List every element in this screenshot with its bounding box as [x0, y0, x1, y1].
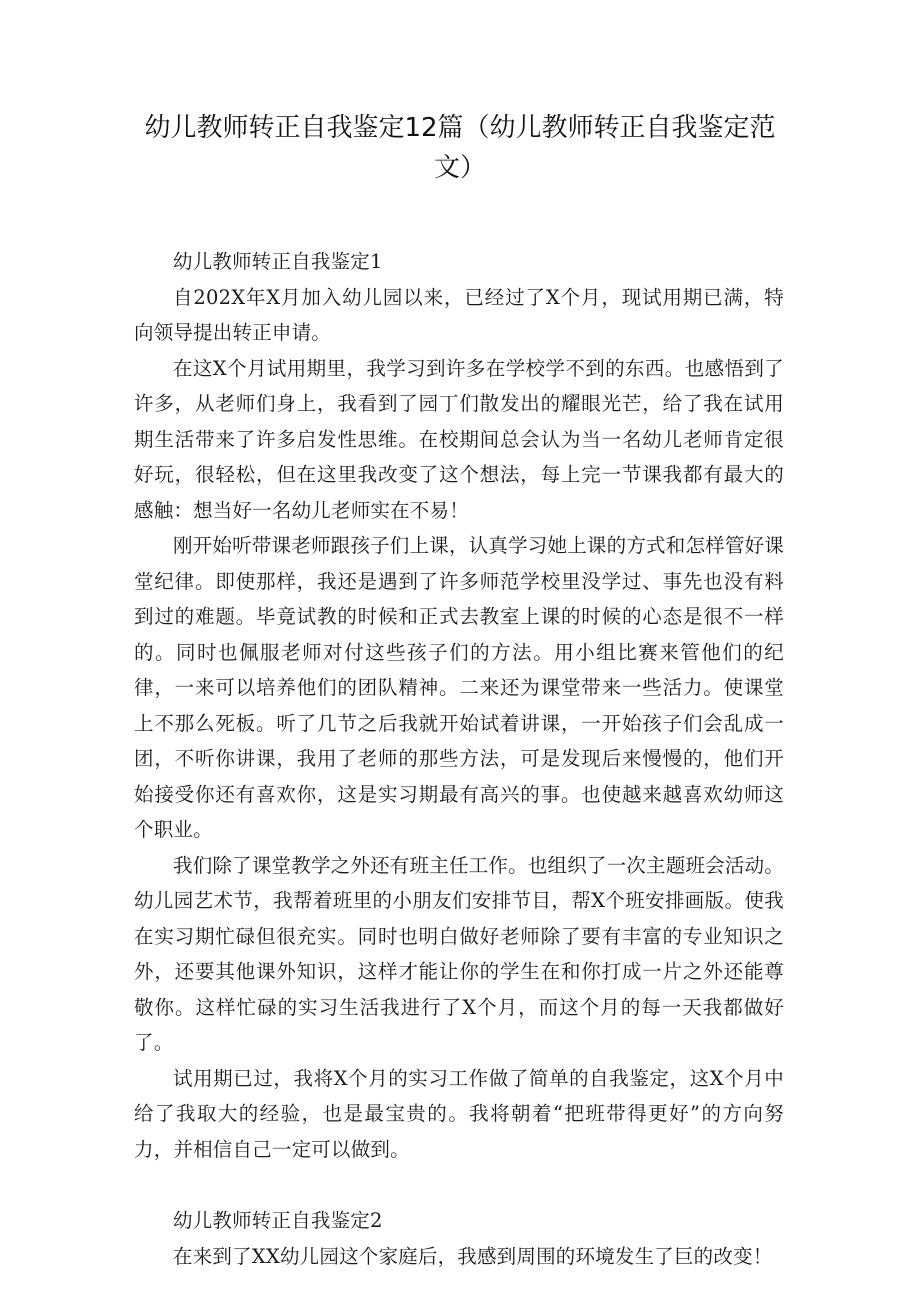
paragraph: 刚开始听带课老师跟孩子们上课，认真学习她上课的方式和怎样管好课堂纪律。即使那样，我还是遇到了许多师范学校里没学过、事先也没有料到过的难题。毕竟试教的时候和正式去教室上课的时候的心态是很不一样的。同时也佩服老师对付这些孩子们的方法。用小组比赛来管他们的纪律，一来可以培养他们的团队精神。二来还为课堂带来一些活力。使课堂上不那么死板。听了几节之后我就开始试着讲课，一开始孩子们会乱成一团，不听你讲课，我用了老师的那些方法，可是发现后来慢慢的，他们开始接受你还有喜欢你，这是实习期最有高兴的事。也使越来越喜欢幼师这个职业。	[134, 534, 784, 841]
section-heading: 幼儿教师转正自我鉴定2	[173, 1209, 383, 1232]
paragraph: 在这X个月试用期里，我学习到许多在学校学不到的东西。也感悟到了许多，从老师们身上，我看到了园丁们散发出的耀眼光芒，给了我在试用期生活带来了许多启发性思维。在校期间总会认为当一名幼儿老师肯定很好玩，很轻松，但在这里我改变了这个想法，每上完一节课我都有最大的感触：想当好一名幼儿老师实在不易！	[134, 356, 784, 522]
paragraph: 我们除了课堂教学之外还有班主任工作。也组织了一次主题班会活动。幼儿园艺术节，我帮着班里的小朋友们安排节目，帮X个班安排画版。使我在实习期忙碌但很充实。同时也明白做好老师除了要有丰富的专业知识之外，还要其他课外知识，这样才能让你的学生在和你打成一片之外还能尊敬你。这样忙碌的实习生活我进行了X个月，而这个月的每一天我都做好了。	[134, 853, 784, 1054]
document-body	[134, 244, 784, 1274]
section-heading: 幼儿教师转正自我鉴定1	[173, 250, 383, 273]
paragraph: 试用期已过，我将X个月的实习工作做了简单的自我鉴定，这X个月中给了我取大的经验，也是最宝贵的。我将朝着“把班带得更好”的方向努力，并相信自己一定可以做到。	[134, 1066, 784, 1161]
document-title: 幼儿教师转正自我鉴定12篇（幼儿教师转正自我鉴定范文）	[144, 113, 776, 183]
paragraph: 在来到了XX幼儿园这个家庭后，我感到周围的环境发生了巨的改变！	[173, 1244, 773, 1268]
paragraph: 自202X年X月加入幼儿园以来，已经过了X个月，现试用期已满，特向领导提出转正申请。	[134, 285, 784, 344]
